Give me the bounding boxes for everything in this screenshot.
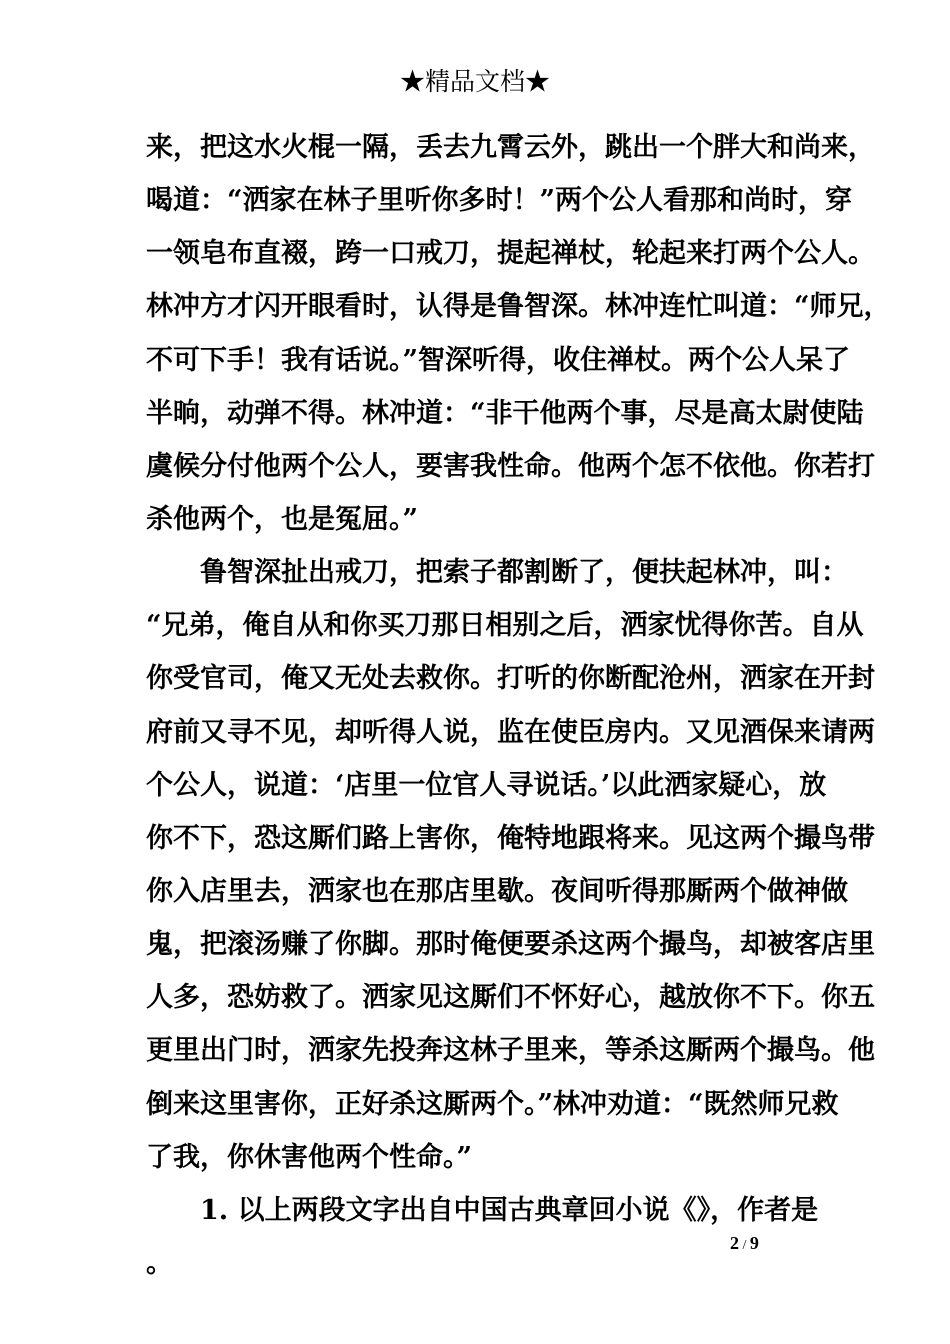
total-pages: 9 xyxy=(749,1233,759,1253)
text-line: 喝道：“洒家在林子里听你多时！”两个公人看那和尚时，穿 xyxy=(146,185,853,217)
page-separator: / xyxy=(739,1238,750,1253)
question-1 xyxy=(146,1184,819,1290)
document-body xyxy=(146,121,891,1290)
text-line: 来，把这水火棍一隔，丢去九霄云外，跳出一个胖大和尚来， xyxy=(146,132,875,163)
page-number xyxy=(730,1228,759,1261)
text-line: 不可下手！我有话说。”智深听得，收住禅杖。两个公人呆了 xyxy=(146,344,851,376)
text-line: 了我，你休害他两个性命。” xyxy=(146,1141,473,1173)
text-line: 倒来这里害你，正好杀这厮两个。”林冲劝道：“既然师兄救 xyxy=(146,1088,839,1120)
question-line xyxy=(146,1184,819,1237)
text-line: 人多，恐妨救了。洒家见这厮们不怀好心，越放你不下。你五 xyxy=(146,982,875,1014)
text-line: 你受官司，俺又无处去救你。打听的你断配沧州，洒家在开封 xyxy=(146,663,875,695)
text-line: 个公人，说道：‘店里一位官人寻说话。’以此洒家疑心，放 xyxy=(146,769,827,801)
question-line-end: 。 xyxy=(146,1247,173,1279)
text-line: 你不下，恐这厮们路上害你，俺特地跟将来。见这两个撮鸟带 xyxy=(146,822,875,854)
text-line: 你入店里去，洒家也在那店里歇。夜间听得那厮两个做神做 xyxy=(146,875,848,907)
question-text-start: 1. 以上两段文字出自中国古典章回小说《 xyxy=(200,1194,697,1226)
question-text-end: 》，作者是 xyxy=(696,1194,819,1226)
text-line: 虞候分付他两个公人，要害我性命。他两个怎不依他。你若打 xyxy=(146,450,875,482)
text-line: 林冲方才闪开眼看时，认得是鲁智深。林冲连忙叫道：“师兄， xyxy=(146,291,891,323)
text-line: 更里出门时，洒家先投奔这林子里来，等杀这厮两个撮鸟。他 xyxy=(146,1035,875,1067)
text-line: 半晌，动弹不得。林冲道：“非干他两个事，尽是高太尉使陆 xyxy=(146,397,864,429)
page-header-title: ★精品文档★ xyxy=(399,67,550,96)
text-line: “兄弟，俺自从和你买刀那日相别之后，洒家忧得你苦。自从 xyxy=(146,610,864,642)
paragraph-2 xyxy=(146,546,875,1184)
text-line: 府前又寻不见，却听得人说，监在使臣房内。又见酒保来请两 xyxy=(146,716,875,748)
text-line: 杀他两个，也是冤屈。” xyxy=(146,503,419,535)
text-line: 一领皂布直裰，跨一口戒刀，提起禅杖，轮起来打两个公人。 xyxy=(146,238,875,270)
paragraph-1 xyxy=(146,121,891,546)
text-line: 鬼，把滚汤赚了你脚。那时俺便要杀这两个撮鸟，却被客店里 xyxy=(146,929,875,961)
current-page: 2 xyxy=(730,1233,739,1253)
text-line: 鲁智深扯出戒刀，把索子都割断了，便扶起林冲，叫： xyxy=(200,557,848,589)
